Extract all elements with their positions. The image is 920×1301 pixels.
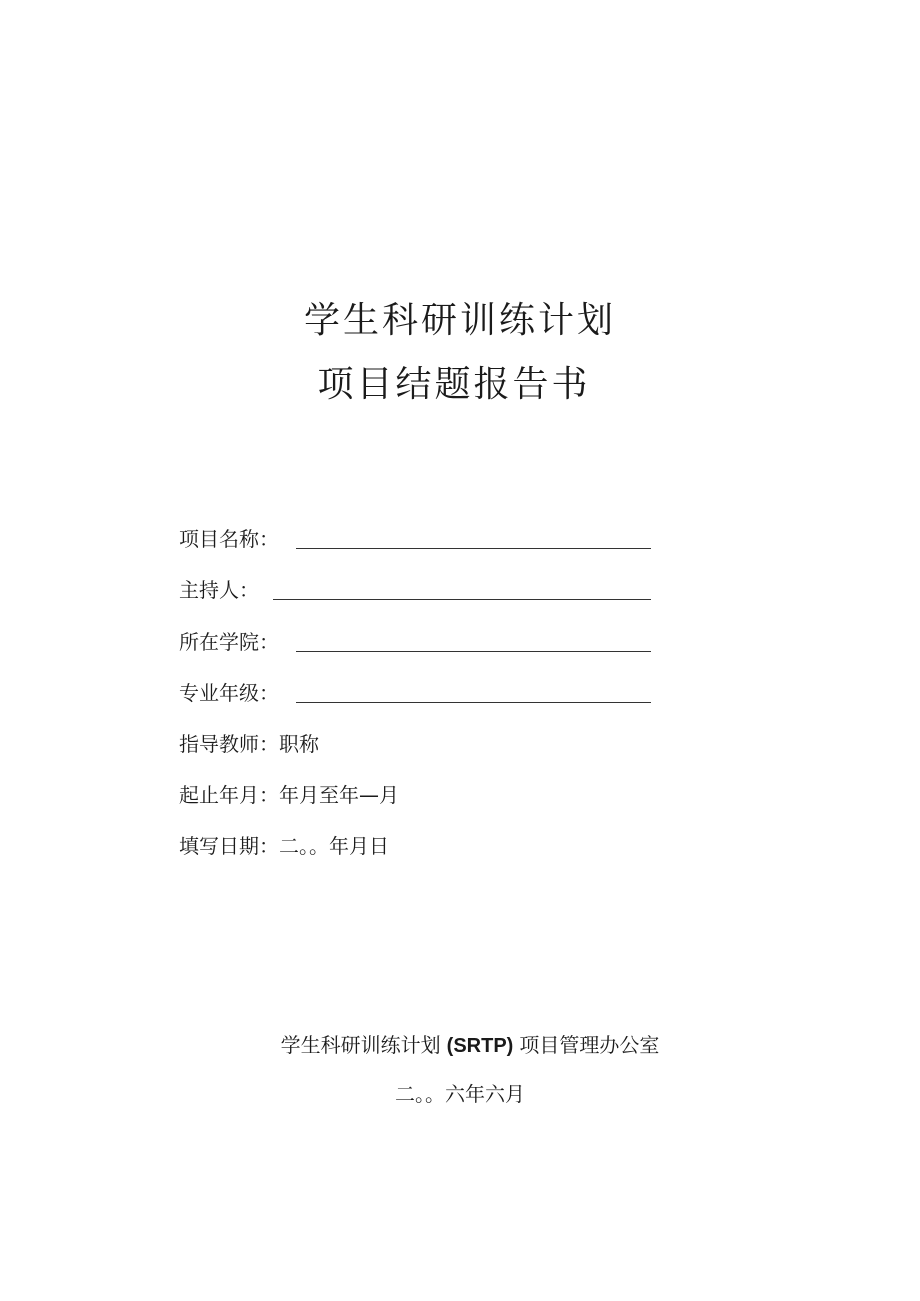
advisor-value: 职称 [279,732,319,756]
period-field [179,780,399,810]
issuing-office [10,1029,920,1058]
college-field [179,627,279,657]
host-field [179,575,259,605]
office-suffix: 项目管理办公室 [519,1033,660,1057]
report-title-line-1: 学生科研训练计划 [303,300,616,341]
host-label: 主持人： [179,578,259,602]
college-underline [296,651,651,652]
advisor-label: 指导教师： [179,732,279,756]
major-grade-underline [296,702,651,703]
college-label: 所在学院： [179,630,279,654]
project-name-underline [296,548,651,549]
major-grade-field [179,678,279,708]
issue-date: 二。。六年六月 [395,1082,525,1106]
office-abbreviation: (SRTP) [446,1035,514,1057]
fill-date-value: 二。。年月日 [279,834,389,858]
major-grade-label: 专业年级： [179,681,279,705]
project-name-field [179,524,279,554]
fill-date-field [179,831,389,861]
fill-date-label: 填写日期： [179,834,279,858]
host-underline [273,599,651,600]
advisor-field [179,729,319,759]
project-name-label: 项目名称： [179,527,279,551]
period-value: 年月至年—月 [279,783,399,807]
period-label: 起止年月： [179,783,279,807]
report-title-line-2: 项目结题报告书 [317,364,591,405]
office-prefix: 学生科研训练计划 [280,1033,441,1057]
